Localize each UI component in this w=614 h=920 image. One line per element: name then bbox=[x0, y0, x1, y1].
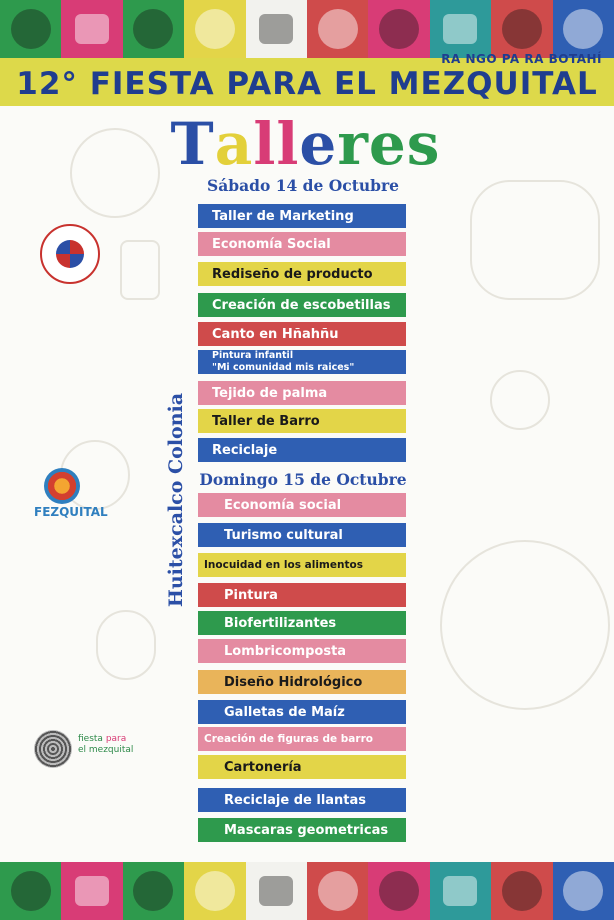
workshop-item bbox=[198, 232, 406, 256]
workshop-label: Diseño Hidrológico bbox=[224, 674, 363, 690]
workshop-label: Pintura infantil bbox=[212, 350, 294, 361]
heading-letter: T bbox=[170, 110, 215, 178]
background-cat-icon bbox=[96, 610, 156, 680]
pattern-tile bbox=[246, 862, 307, 920]
day-sunday-label: Domingo 15 de Octubre bbox=[199, 470, 407, 489]
heading-letter: s bbox=[406, 110, 441, 178]
embroidery-icon bbox=[502, 9, 542, 49]
talleres-heading bbox=[168, 110, 443, 178]
workshop-item bbox=[198, 438, 406, 462]
nest-icon bbox=[563, 9, 603, 49]
broom-icon bbox=[133, 9, 173, 49]
workshop-item bbox=[198, 204, 406, 228]
pattern-tile bbox=[61, 862, 122, 920]
workshop-label: Lombricomposta bbox=[224, 643, 347, 659]
workshop-item bbox=[198, 553, 406, 577]
day-saturday-label: Sábado 14 de Octubre bbox=[207, 176, 399, 195]
workshop-sublabel: "Mi comunidad mis raices" bbox=[212, 362, 355, 373]
pattern-tile bbox=[307, 862, 368, 920]
workshop-label: Mascaras geometricas bbox=[224, 822, 389, 838]
pattern-tile bbox=[491, 0, 552, 58]
background-bowl-icon bbox=[70, 128, 160, 218]
background-hand-icon bbox=[470, 180, 600, 300]
embroidery-icon bbox=[502, 871, 542, 911]
nuhusehe-emblem-icon bbox=[56, 240, 84, 268]
nuhusehe-logo bbox=[40, 224, 100, 284]
workshop-label: Rediseño de producto bbox=[212, 266, 373, 282]
pattern-tile bbox=[491, 862, 552, 920]
fiesta-logo-para: para bbox=[105, 734, 127, 744]
workshop-label: Economía Social bbox=[212, 236, 331, 252]
festival-title: 12° FIESTA PARA EL MEZQUITAL bbox=[16, 66, 598, 102]
workshop-label: Taller de Marketing bbox=[212, 208, 354, 224]
heading-letter: l bbox=[253, 110, 277, 178]
bottom-tile-strip bbox=[0, 862, 614, 920]
workshop-item bbox=[198, 818, 406, 842]
fiesta-logo-text bbox=[78, 734, 133, 756]
pattern-tile bbox=[307, 0, 368, 58]
background-cup-icon bbox=[490, 370, 550, 430]
workshop-label: Reciclaje bbox=[212, 442, 278, 458]
workshop-item bbox=[198, 727, 406, 751]
fiesta-logo-line2: el mezquital bbox=[78, 745, 134, 755]
corn-icon bbox=[75, 876, 109, 906]
dancers-icon bbox=[11, 871, 51, 911]
top-tile-strip bbox=[0, 0, 614, 58]
pattern-tile bbox=[184, 0, 245, 58]
workshop-item bbox=[198, 639, 406, 663]
bird-icon bbox=[379, 871, 419, 911]
fiesta-nest-logo-icon bbox=[34, 730, 72, 768]
workshop-item bbox=[198, 262, 406, 286]
workshop-item bbox=[198, 493, 406, 517]
workshop-item bbox=[198, 788, 406, 812]
workshop-label: Canto en Hñahñu bbox=[212, 326, 339, 342]
workshop-label: Reciclaje de llantas bbox=[224, 792, 367, 808]
pattern-tile bbox=[0, 862, 61, 920]
workshop-item bbox=[198, 381, 406, 405]
pattern-tile bbox=[430, 0, 491, 58]
workshop-label: Biofertilizantes bbox=[224, 615, 337, 631]
pattern-tile bbox=[184, 862, 245, 920]
vase-icon bbox=[443, 14, 477, 44]
agave-icon bbox=[195, 871, 235, 911]
workshop-item bbox=[198, 755, 406, 779]
fezquital-logo-icon bbox=[44, 468, 80, 504]
pattern-tile bbox=[246, 0, 307, 58]
heading-letter: l bbox=[276, 110, 300, 178]
workshop-label: Inocuidad en los alimentos bbox=[204, 559, 363, 571]
pattern-tile bbox=[368, 862, 429, 920]
pattern-tile bbox=[61, 0, 122, 58]
workshop-label: Tejido de palma bbox=[212, 385, 328, 401]
background-bowl-icon bbox=[120, 240, 160, 300]
spiral-icon bbox=[259, 876, 293, 906]
workshop-label: Creación de escobetillas bbox=[212, 297, 391, 313]
workshop-label: Economía social bbox=[224, 497, 342, 513]
vase-icon bbox=[443, 876, 477, 906]
nest-icon bbox=[563, 871, 603, 911]
workshop-label: Creación de figuras de barro bbox=[204, 733, 373, 745]
heading-letter: r bbox=[337, 110, 369, 178]
workshop-label: Galletas de Maíz bbox=[224, 704, 345, 720]
broom-icon bbox=[133, 871, 173, 911]
pattern-tile bbox=[123, 862, 184, 920]
greca-icon bbox=[318, 871, 358, 911]
pattern-tile bbox=[553, 862, 614, 920]
pattern-tile bbox=[430, 862, 491, 920]
heading-letter: a bbox=[214, 110, 254, 178]
fiesta-logo-word: fiesta bbox=[78, 734, 103, 744]
workshop-label: Cartonería bbox=[224, 759, 302, 775]
pattern-tile bbox=[0, 0, 61, 58]
workshop-item bbox=[198, 523, 406, 547]
spiral-icon bbox=[259, 14, 293, 44]
dancers-icon bbox=[11, 9, 51, 49]
heading-letter: e bbox=[299, 110, 338, 178]
workshop-label: Pintura bbox=[224, 587, 278, 603]
heading-letter: e bbox=[368, 110, 407, 178]
fezquital-logo-text: FEZQUITAL bbox=[34, 505, 108, 519]
corn-icon bbox=[75, 14, 109, 44]
workshop-label: Taller de Barro bbox=[212, 413, 320, 429]
workshop-item bbox=[198, 700, 406, 724]
pattern-tile bbox=[123, 0, 184, 58]
pattern-tile bbox=[368, 0, 429, 58]
workshop-item bbox=[198, 409, 406, 433]
workshop-item bbox=[198, 322, 406, 346]
bird-icon bbox=[379, 9, 419, 49]
venue-text: Huitexcalco Colonia bbox=[165, 392, 187, 608]
workshop-item bbox=[198, 583, 406, 607]
workshop-item bbox=[198, 670, 406, 694]
festival-subtitle: RA NGO PA RA BOTAHÍ bbox=[441, 52, 602, 66]
workshop-item bbox=[198, 293, 406, 317]
workshop-item bbox=[198, 350, 406, 374]
greca-icon bbox=[318, 9, 358, 49]
workshop-item bbox=[198, 611, 406, 635]
agave-icon bbox=[195, 9, 235, 49]
pattern-tile bbox=[553, 0, 614, 58]
workshop-label: Turismo cultural bbox=[224, 527, 343, 543]
background-plate-icon bbox=[440, 540, 610, 710]
